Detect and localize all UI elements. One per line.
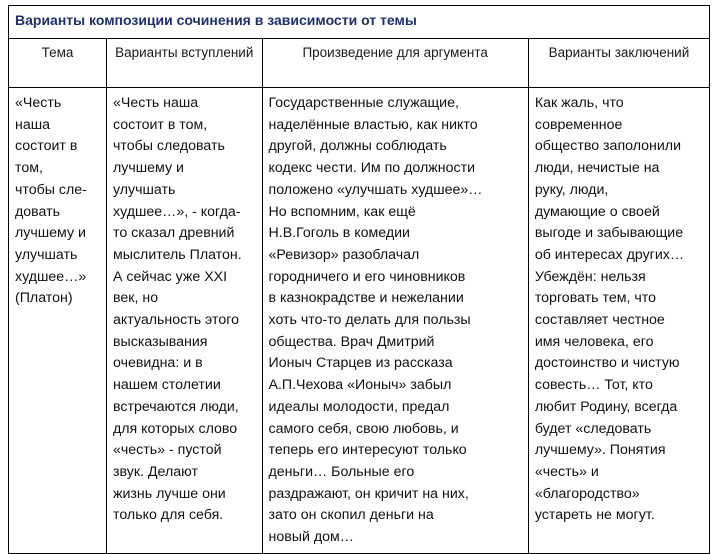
text-line: об интересах других… <box>534 246 685 263</box>
text-line: самого себя, свою любовь, и <box>268 420 459 437</box>
text-line: торговать тем, что <box>534 290 656 307</box>
text-line: худшее…» <box>15 268 87 285</box>
text-line: «благородство» <box>534 485 640 502</box>
text-line: составляет честное <box>534 312 665 329</box>
text-line: (Платон) <box>15 290 73 307</box>
text-line: достоинство и чистую <box>534 355 680 372</box>
text-line: улучшать <box>113 181 176 198</box>
text-line: жизнь лучше они <box>113 485 226 502</box>
text-line: Но вспомним, как ещё <box>268 203 416 220</box>
conclusion-cell <box>528 88 709 554</box>
text-line: новый дом… <box>268 529 354 546</box>
text-line: актуальность этого <box>113 312 239 329</box>
text-line: улучшать <box>15 246 78 263</box>
table-title: Варианты композиции сочинения в зависимости от темы <box>15 12 417 28</box>
text-line: раздражают, он кричит на них, <box>268 485 469 502</box>
text-line: имя человека, его <box>534 333 654 350</box>
text-line: руку, люди, <box>534 181 609 198</box>
text-line: устареть не могут. <box>534 507 655 524</box>
text-line: очевидна: и в <box>113 355 203 372</box>
text-line: «Честь <box>15 95 62 111</box>
argument-cell <box>262 88 528 554</box>
text-line: нашем столетии <box>113 377 221 394</box>
text-line: общество заполонили <box>534 138 681 155</box>
text-line: «Честь наша <box>113 95 199 111</box>
theme-cell <box>9 88 107 554</box>
header-row <box>9 39 710 88</box>
text-line: выгоде и забывающие <box>534 225 684 242</box>
introduction-cell <box>107 88 263 554</box>
text-line: А.П.Чехова «Ионыч» забыл <box>268 377 452 394</box>
text-line: Государственные служащие, <box>268 95 459 111</box>
text-line: зато он скопил деньги на <box>268 507 434 524</box>
text-line: лучшему и <box>113 160 184 177</box>
text-line: Н.В.Гоголь в комедии <box>268 225 410 242</box>
header-theme: Тема <box>9 39 107 88</box>
text-line: общества. Врач Дмитрий <box>268 333 435 350</box>
header-argument-work: Произведение для аргумента <box>262 39 528 88</box>
text-line: идеалы молодости, предал <box>268 398 450 415</box>
text-line: мыслитель Платон. <box>113 246 242 263</box>
text-line: встречаются люди, <box>113 398 239 415</box>
text-line: будет «следовать <box>534 420 652 437</box>
text-line: городничего и его чиновников <box>268 268 466 285</box>
text-line: звук. Делают <box>113 463 198 480</box>
text-line: другой, должны соблюдать <box>268 138 447 155</box>
text-line: лучшему». Понятия <box>534 442 666 459</box>
content-row <box>9 88 710 554</box>
text-line: чтобы сле- <box>15 181 87 198</box>
text-line: для которых слово <box>113 420 238 437</box>
header-introductions: Варианты вступлений <box>107 39 263 88</box>
text-line: А сейчас уже XXI <box>113 268 228 285</box>
text-line: хоть что-то делать для пользы <box>268 312 471 329</box>
text-line: только для себя. <box>113 507 224 524</box>
text-line: «честь» и <box>534 463 599 480</box>
text-line: современное <box>534 116 623 133</box>
text-line: том, <box>15 160 43 177</box>
text-line: наделённые властью, как никто <box>268 116 478 133</box>
text-line: Убеждён: нельзя <box>534 268 646 285</box>
text-line: лучшему и <box>15 225 86 242</box>
text-line: состоит в том, <box>113 116 208 133</box>
text-line: думающие о своей <box>534 203 660 220</box>
text-line: Как жаль, что <box>534 95 624 111</box>
text-line: чтобы следовать <box>113 138 225 155</box>
text-line: то сказал древний <box>113 225 235 242</box>
text-line: высказывания <box>113 333 208 350</box>
text-line: худшее…», - когда- <box>113 203 241 220</box>
title-cell <box>9 6 710 39</box>
text-line: «честь» - пустой <box>113 442 222 459</box>
composition-table <box>8 5 710 554</box>
text-line: век, но <box>113 290 159 307</box>
composition-table-sheet <box>8 5 710 546</box>
text-line: деньги… Больные его <box>268 463 415 480</box>
text-line: теперь его интересуют только <box>268 442 467 459</box>
text-line: «Ревизор» разоблачал <box>268 246 420 263</box>
text-line: состоит в <box>15 138 78 155</box>
text-line: положено «улучшать худшее»… <box>268 181 483 198</box>
header-conclusions: Варианты заключений <box>528 39 709 88</box>
text-line: наша <box>15 116 50 133</box>
title-row <box>9 6 710 39</box>
text-line: в казнокрадстве и нежелании <box>268 290 464 307</box>
text-line: Ионыч Старцев из рассказа <box>268 355 453 372</box>
text-line: совесть… Тот, кто <box>534 377 653 394</box>
text-line: люди, нечистые на <box>534 160 660 177</box>
text-line: любит Родину, всегда <box>534 398 678 415</box>
text-line: кодекс чести. Им по должности <box>268 160 475 177</box>
text-line: довать <box>15 203 61 220</box>
